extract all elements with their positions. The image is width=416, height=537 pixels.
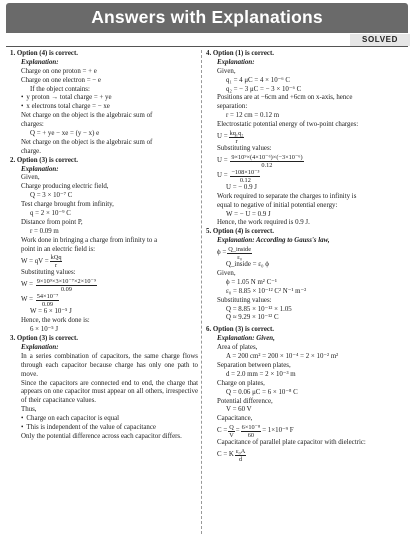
- work-step-1: [10, 278, 198, 293]
- q6-line: Potential difference,: [217, 397, 273, 405]
- energy-fraction: [229, 130, 245, 145]
- q2-hence: Hence, the work done is:: [21, 317, 90, 325]
- q1-line: Q = + ye − xe = (y − x) e: [30, 130, 100, 138]
- energy-step-2: [206, 169, 406, 184]
- q5-explanation-label: Explanation: According to Gauss's law,: [217, 237, 330, 245]
- work-step-1-fraction: [36, 278, 97, 293]
- work-step-1-lhs: W =: [21, 281, 35, 289]
- q2-explanation-label: Explanation:: [21, 165, 59, 173]
- q1-explanation-label: Explanation:: [21, 58, 59, 66]
- work-step-3: W = 6 × 10⁻⁵ J: [30, 308, 72, 316]
- q6-line: Capacitance of parallel plate capacitor with dielectric:: [217, 439, 366, 447]
- right-column: [206, 50, 406, 463]
- work-step-1-den: 0.09: [60, 286, 72, 294]
- dielectric-formula: [206, 448, 406, 463]
- capacitance-den-2: 60: [247, 432, 255, 440]
- q1-line: Charge on one proton = + e: [21, 67, 97, 75]
- capacitance-lhs: C =: [217, 427, 228, 435]
- q2-line: Distance from point P,: [21, 218, 83, 226]
- work-fraction-num: kQq: [50, 254, 62, 262]
- work-step-1-num: 9×10⁹×3×10⁻⁷×2×10⁻⁹: [36, 278, 97, 286]
- q6-line: Separation between plates,: [217, 361, 291, 369]
- work-fraction: [50, 254, 63, 269]
- capacitance-den-1: V: [229, 432, 234, 440]
- q4-work-line: equal to negative of initial potential energy:: [217, 201, 338, 209]
- work-formula: [10, 254, 198, 269]
- q1-line: Net charge on the object is the algebraic sum of: [21, 112, 153, 120]
- q6-explanation-label: Explanation: Given,: [217, 335, 275, 343]
- q5-line: Q_inside = ε₀ ϕ: [226, 261, 269, 269]
- q4-line: Electrostatic potential energy of two-point charges:: [217, 121, 359, 129]
- q3-explanation-label: Explanation:: [21, 343, 59, 351]
- q4-work-line: W = − U = 0.9 J: [226, 210, 271, 218]
- q2-substituting: Substituting values:: [21, 269, 76, 277]
- gauss-fraction: [227, 246, 252, 261]
- q1-line: If the object contains:: [30, 85, 90, 93]
- energy-step-1-lhs: U =: [217, 156, 230, 164]
- q1-line: charges:: [21, 121, 44, 129]
- q3-tail: Only the potential difference across each capacitor differs.: [21, 432, 182, 440]
- energy-formula: [206, 130, 406, 145]
- capacitance-fraction-1: [228, 424, 235, 439]
- q4-line: r = 12 cm = 0.12 m: [226, 112, 280, 120]
- energy-step-1-den: 0.12: [261, 161, 273, 169]
- energy-step-1-num: 9×10⁹×(4×10⁻⁶)×(−3×10⁻⁶): [231, 153, 303, 161]
- capacitance-formula: [206, 424, 406, 439]
- q2-line: point in an electric field is:: [21, 245, 96, 253]
- q4-line: q₂ = − 3 μC = − 3 × 10⁻⁶ C: [226, 85, 302, 93]
- q5-substituting: Substituting values:: [217, 296, 272, 304]
- capacitance-equals: =: [235, 427, 240, 435]
- energy-step-2-num: −108×10⁻³: [231, 168, 260, 176]
- gauss-formula: [206, 246, 406, 261]
- q5-line: Q ≈ 9.29 × 10⁻¹² C: [226, 314, 279, 322]
- column-divider: [201, 50, 202, 534]
- q2-line: Test charge brought from infinity,: [21, 201, 114, 209]
- capacitance-num-2: 6×10⁻⁸: [241, 424, 261, 432]
- header-banner: [6, 3, 408, 33]
- q4-hence: Hence, the work required is 0.9 J.: [217, 219, 310, 227]
- energy-step-1-fraction: [230, 154, 303, 169]
- q2-line: Charge producing electric field,: [21, 183, 109, 191]
- dielectric-lhs: C = K: [217, 451, 234, 459]
- q6-heading: 6. Option (3) is correct.: [206, 326, 274, 334]
- q1-heading: 1. Option (4) is correct.: [10, 50, 78, 57]
- energy-fraction-num: kq₁q₂: [229, 130, 244, 138]
- q2-line: Q = 3 × 10⁻⁷ C: [30, 192, 73, 200]
- dielectric-num: ε₀A: [235, 448, 246, 456]
- q5-heading: 5. Option (4) is correct.: [206, 228, 274, 236]
- q5-line: Q = 8.85 × 10⁻¹² × 1.05: [226, 305, 292, 313]
- q4-heading: 4. Option (1) is correct.: [206, 50, 274, 57]
- q5-given: Given,: [217, 270, 236, 278]
- q5-line: ε₀ = 8.85 × 10⁻¹² C² N⁻¹ m⁻²: [226, 287, 307, 295]
- q6-line: V = 60 V: [226, 406, 252, 414]
- energy-step-1: [206, 154, 406, 169]
- q4-line: Positions are at −6cm and +6cm on x-axis, hence: [217, 94, 353, 102]
- q6-line: d = 2.0 mm = 2 × 10⁻³ m: [226, 370, 296, 378]
- q6-line: A = 200 cm² = 200 × 10⁻⁴ = 2 × 10⁻² m²: [226, 353, 339, 361]
- q4-given: Given,: [217, 67, 236, 75]
- work-step-2: [10, 293, 198, 308]
- q4-line: q₁ = 4 μC = 4 × 10⁻⁶ C: [226, 76, 290, 84]
- page-title: Answers with Explanations: [91, 7, 323, 27]
- q1-line: charge.: [21, 147, 41, 155]
- q6-line: Area of plates,: [217, 344, 258, 352]
- q2-line: Given,: [21, 174, 40, 182]
- q3-bullet: • Charge on each capacitor is equal: [10, 415, 198, 424]
- q4-work-line: Work required to separate the charges to infinity is: [217, 192, 357, 200]
- energy-step-3: U = − 0.9 J: [226, 183, 257, 191]
- q1-line: • y proton → total charge = + ye: [10, 94, 198, 103]
- q3-thus: Thus,: [21, 406, 37, 414]
- left-column: [10, 50, 198, 442]
- q3-paragraph-2: Since the capacitors are connected end to end, the charge that appears on one capacitor must appear on all others, irrespective of their capacitance values.: [21, 379, 198, 405]
- q6-line: Charge on plates,: [217, 379, 265, 387]
- q3-bullet: • This is independent of the value of capacitance: [10, 424, 198, 433]
- q5-line: ϕ = 1.05 N m² C⁻¹: [226, 278, 277, 286]
- energy-step-2-fraction: [230, 169, 260, 184]
- gauss-fraction-den: ε₀: [237, 254, 243, 262]
- q6-line: Capacitance,: [217, 415, 253, 423]
- dielectric-den: d: [239, 456, 243, 464]
- solved-badge: SOLVED: [350, 34, 410, 46]
- header-rule: [6, 46, 408, 47]
- dielectric-fraction: [235, 448, 246, 463]
- q2-heading: 2. Option (3) is correct.: [10, 156, 78, 164]
- work-fraction-den: r: [55, 262, 58, 270]
- q1-line: Charge on one electron = − e: [21, 76, 101, 84]
- capacitance-num-1: Q: [229, 424, 234, 432]
- work-step-2-lhs: W =: [21, 296, 35, 304]
- capacitance-result: = 1×10⁻⁹ F: [262, 427, 294, 435]
- q2-line: Work done in bringing a charge from infinity to a: [21, 236, 158, 244]
- work-step-2-num: 54×10⁻⁷: [36, 293, 59, 301]
- q3-paragraph-1: In a series combination of capacitors, the same charge flows through each capacitor because charge has only one path to move.: [21, 352, 198, 378]
- q3-heading: 3. Option (3) is correct.: [10, 335, 78, 343]
- work-step-2-fraction: [36, 293, 60, 308]
- gauss-formula-lhs: ϕ =: [217, 249, 227, 257]
- q2-line: q = 2 × 10⁻⁹ C: [30, 210, 71, 218]
- work-step-2-den: 0.09: [42, 301, 54, 309]
- energy-step-2-lhs: U =: [217, 171, 230, 179]
- q4-substituting: Substituting values:: [217, 145, 272, 153]
- q1-line: Net charge on the object is the algebraic sum of: [21, 138, 153, 146]
- energy-formula-lhs: U =: [217, 133, 228, 141]
- q2-result: 6 × 10⁻⁵ J: [30, 326, 59, 334]
- q1-line: • x electrons total charge = − xe: [10, 103, 198, 112]
- q4-line: separation:: [217, 103, 248, 111]
- q2-line: r = 0.09 m: [30, 227, 59, 235]
- capacitance-fraction-2: [241, 424, 262, 439]
- gauss-fraction-num: Q_inside: [228, 246, 251, 254]
- energy-step-2-den: 0.12: [239, 176, 251, 184]
- q6-line: Q = 0.06 μC = 6 × 10⁻⁸ C: [226, 388, 298, 396]
- energy-fraction-den: r: [235, 138, 238, 146]
- work-formula-lhs: W = qV =: [21, 257, 49, 265]
- q4-explanation-label: Explanation:: [217, 58, 255, 66]
